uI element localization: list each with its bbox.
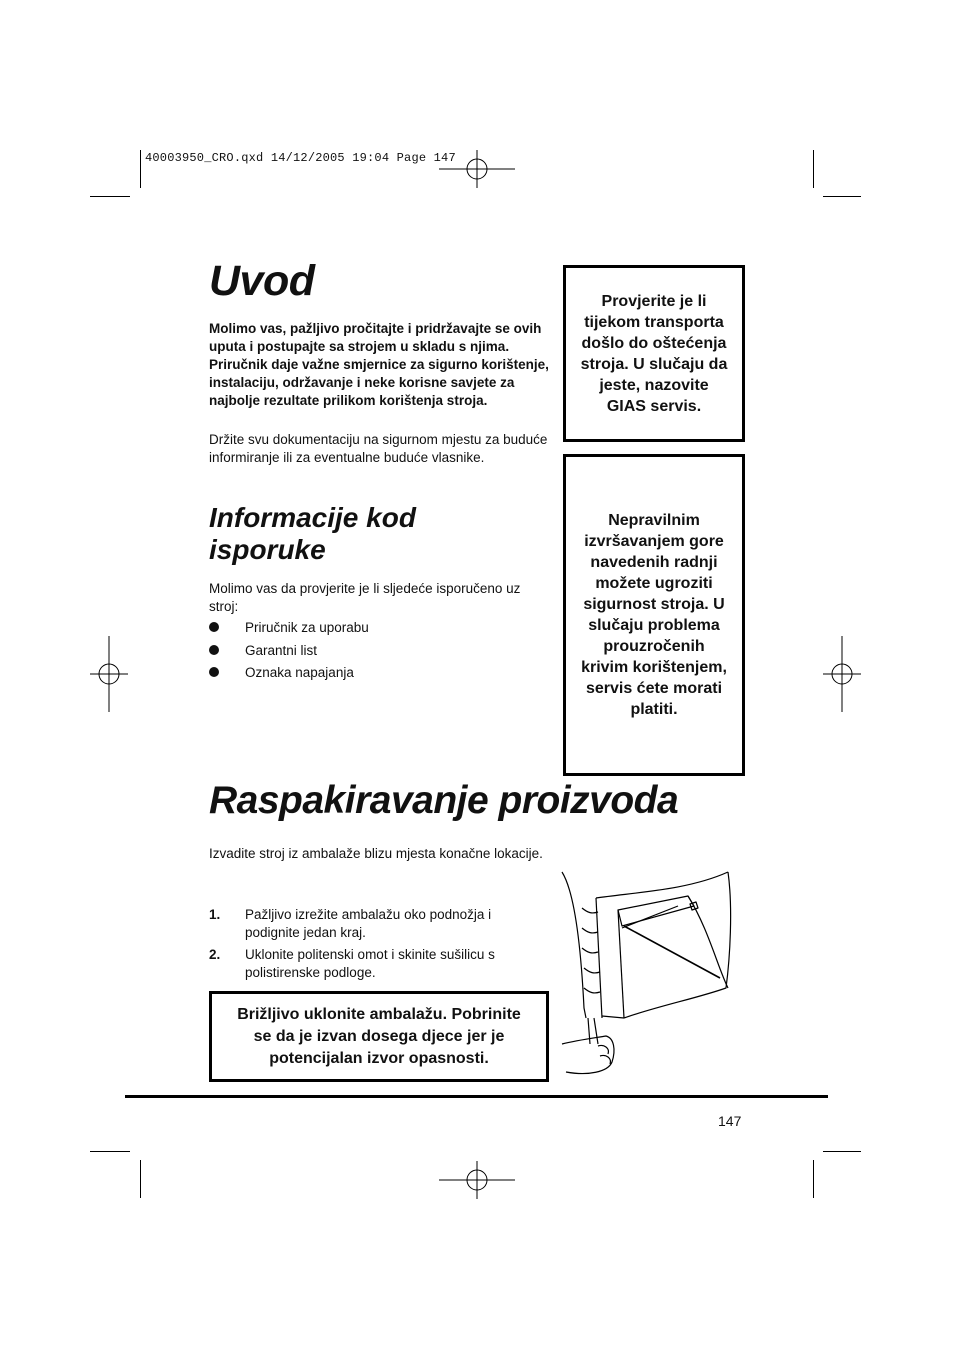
intro-body: Držite svu dokumentaciju na sigurnom mjestu za buduće informiranje ili za eventualne buduće vlasnike. — [209, 432, 548, 465]
delivery-title: Informacije kod isporuke — [209, 502, 416, 565]
bullet-icon — [209, 667, 219, 677]
transport-notice-box — [563, 265, 745, 442]
list-item: 1. Pažljivo izrežite ambalažu oko podnožja i podignite jedan kraj. — [209, 907, 492, 940]
list-item: 2. Uklonite politenski omot i skinite sušilicu s polistirenske podloge. — [209, 947, 495, 980]
bullet-icon — [209, 622, 219, 632]
bullet-icon — [209, 645, 219, 655]
warranty-notice-text: Nepravilnim izvršavanjem gore navedenih radnji možete ugroziti sigurnost stroja. U slučaju problema prouzročenih krivim korištenjem, servis ćete morati platiti. — [581, 512, 727, 718]
unpacking-body: Izvadite stroj iz ambalaže blizu mjesta konačne lokacije. — [209, 846, 543, 861]
delivery-body: Molimo vas da provjerite je li sljedeće isporučeno uz stroj: — [209, 581, 521, 614]
list-item: Priručnik za uporabu — [209, 619, 539, 642]
list-item: Garantni list — [209, 642, 539, 665]
unpacking-steps — [209, 906, 539, 986]
footer-rule — [125, 1095, 828, 1098]
unpacking-illustration — [558, 868, 758, 1088]
warranty-notice-box — [563, 454, 745, 776]
transport-notice-text: Provjerite je li tijekom transporta došlo do oštećenja stroja. U slučaju da jeste, nazovite GIAS servis. — [580, 292, 728, 415]
packaging-warning-box — [209, 991, 549, 1082]
intro-lead: Molimo vas, pažljivo pročitajte i pridržavajte se ovih uputa i postupajte sa strojem u skladu s njima. Priručnik daje važne smjernice za sigurno korištenje, instalaciju, održavanje i neke korisne savjete za najbolje rezultate prilikom korištenja stroja. — [209, 321, 549, 408]
page-number: 147 — [718, 1113, 742, 1129]
unpacking-title: Raspakiravanje proizvoda — [209, 779, 679, 822]
delivery-list — [209, 619, 539, 687]
packaging-warning-text: Brižljivo uklonite ambalažu. Pobrinite se da je izvan dosega djece jer je potencijalan izvor opasnosti. — [237, 1005, 521, 1067]
intro-title: Uvod — [209, 257, 315, 305]
print-slug: 40003950_CRO.qxd 14/12/2005 19:04 Page 147 — [145, 151, 456, 165]
list-item: Oznaka napajanja — [209, 664, 539, 687]
